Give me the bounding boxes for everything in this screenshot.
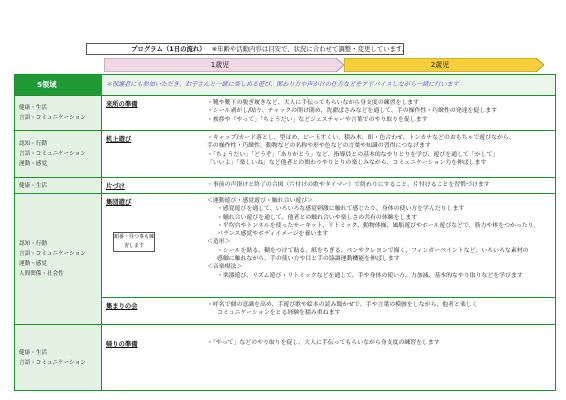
activity-name: 来所の準備 <box>106 101 138 108</box>
program-title-box <box>86 43 409 55</box>
desc-line: ・キャップ/カード落とし、型はめ、ビー玉すくい、積み木、紐・色合わせ、トンカチなどのおもちゃで遊びながら、 <box>207 135 515 141</box>
desc-line: ・靴や靴下の脱ぎ履きなど、大人に手伝ってもらいながら身支度の練習をします <box>207 100 420 106</box>
activity-description <box>207 178 551 189</box>
parent-note-header: ＊保護者にも参加いただき、お子さんと一緒に楽しめる遊び、関わり方や声かけの仕方などをアドバイスしながら一緒に行います <box>102 75 555 95</box>
turn-taking-note: 順番・待つ事も練習します <box>113 232 155 252</box>
activity-name: 集団遊び <box>106 199 132 206</box>
activity-name: 片づけ <box>106 183 125 190</box>
table-row <box>15 193 555 324</box>
desc-line: ・「やって」などのやり取りを促し、大人に手伝ってもらいながら身支度の練習をします <box>207 340 440 346</box>
age-arrow-1 <box>104 58 344 72</box>
age-arrow-2-label: 2歳児 <box>430 61 450 69</box>
program-table <box>14 74 556 391</box>
activity-description <box>207 96 551 124</box>
table-row <box>15 177 555 193</box>
desc-section-heading: ＜運動遊び・感覚遊び・触れ合い遊び＞ <box>207 198 314 204</box>
desc-section-heading: ＜造形＞ <box>207 239 231 246</box>
domain-label: 言語・コミュニケーション <box>19 359 86 366</box>
domain-label: 健康・生活 <box>19 349 47 356</box>
activity-name: 机上遊び <box>106 136 132 143</box>
domain-label: 健康・生活 <box>19 105 47 111</box>
desc-line: ・シールを貼る、糊をつけて貼る、紙をちぎる、ペンやクレヨンで描く、フィンガーペイントなど、いろいろな素材の <box>217 247 529 254</box>
desc-line: ・感覚遊びを通して、いろいろな感覚刺激に触れて感じたり、身体の使い方を学んだりします <box>217 206 465 213</box>
desc-line: 手の操作性・巧緻性、動物などの名称や形や色などの言葉や知識の習得につなげます <box>207 143 431 150</box>
desc-line: 「いいよ」「楽しいね」など他者との関わりやりとりの楽しみながら、コミュニケーション力を伸ばします <box>207 159 487 166</box>
domain-cell <box>15 178 102 193</box>
activity-name: 集まりの会 <box>106 303 138 310</box>
desc-section-heading: ＜音楽療法＞ <box>207 264 243 271</box>
desc-line: コミュニケーションをとる経験を積み重ねます <box>217 310 341 317</box>
domain-label: 認知・行動 <box>19 141 47 147</box>
age-arrows <box>104 58 544 72</box>
desc-line: バランス感覚やボディイメージを養います <box>217 231 329 238</box>
age-arrow-2 <box>344 58 544 72</box>
desc-line: 感触に触れながら、手の使い方や目と手の協調運動機能を伸ばします <box>217 256 400 263</box>
domain-label: 運動・感覚 <box>19 261 47 267</box>
desc-line: ・呼名で個の意識を高め、手遊び歌や絵本の読み聞かせで、手や言葉の模倣をしながら、他者と楽しく <box>207 302 478 308</box>
desc-line: ・挨拶や「やって」「ちょうだい」などジェスチャーや言葉でのやり取りを促します <box>207 116 428 123</box>
domain-label: 運動・感覚 <box>19 161 47 167</box>
program-title-note: ※年齢や活動内容は目安で、状況に合わせて調整・変更しています。 <box>211 45 409 53</box>
activity-description <box>207 131 551 167</box>
activity-description <box>207 194 551 280</box>
table-row <box>15 130 555 177</box>
domain-label: 人間関係・社会性 <box>19 271 64 277</box>
domain-label: 言語・コミュニケーション <box>19 115 86 121</box>
age-arrow-1-label: 1歳児 <box>210 61 230 69</box>
domain-cell <box>15 325 102 390</box>
desc-line: ・楽器遊び、リズム遊び・リトミックなどを通して、手や身体の使い方、力加減、基本的なやり取りなどを学びます <box>217 272 523 279</box>
domain-cell <box>15 131 102 177</box>
desc-line: ・触れ合い遊びを通して、他者との触れ合いや楽しさの共有の体験をします <box>217 214 418 221</box>
domain-cell <box>15 194 102 324</box>
domain-label: 言語・コミュニケーション <box>19 151 86 157</box>
domain-label: 健康・生活 <box>19 182 47 189</box>
desc-line: ・「ちょうだい」「どうぞ」「ありがとう」など、指導員との基本的なやりとりを学び、遊びを通して「かして」 <box>207 151 499 158</box>
domain-label: 言語・コミュニケーション <box>19 251 86 257</box>
desc-line: ・シール剥がし/貼り、チャックの開け閉め、洗濯ばさみなどを通して、手の操作性・巧緻性の発達を促します <box>207 108 497 115</box>
desc-line: ・事前の声掛けと終了の合図（片付けの歌やタイマー）で終わりにすること、片付けることを習慣づけます <box>207 182 490 188</box>
activity-description <box>207 325 551 347</box>
table-row <box>15 324 555 390</box>
domain-cell <box>15 96 102 130</box>
domain-label: 認知・行動 <box>19 241 47 247</box>
domains-header: 5領域 <box>15 75 102 95</box>
table-row <box>15 95 555 130</box>
desc-line: ・平均台やトンネルを使ったサーキット、リトミック、動物体操、風船遊びやボール遊びなどで、筋力や体をつかったり、 <box>217 222 540 229</box>
table-subrow <box>102 297 555 325</box>
program-title: プログラム（1日の流れ） <box>131 45 206 53</box>
activity-name: 帰りの準備 <box>106 341 138 348</box>
activity-description <box>207 298 551 318</box>
